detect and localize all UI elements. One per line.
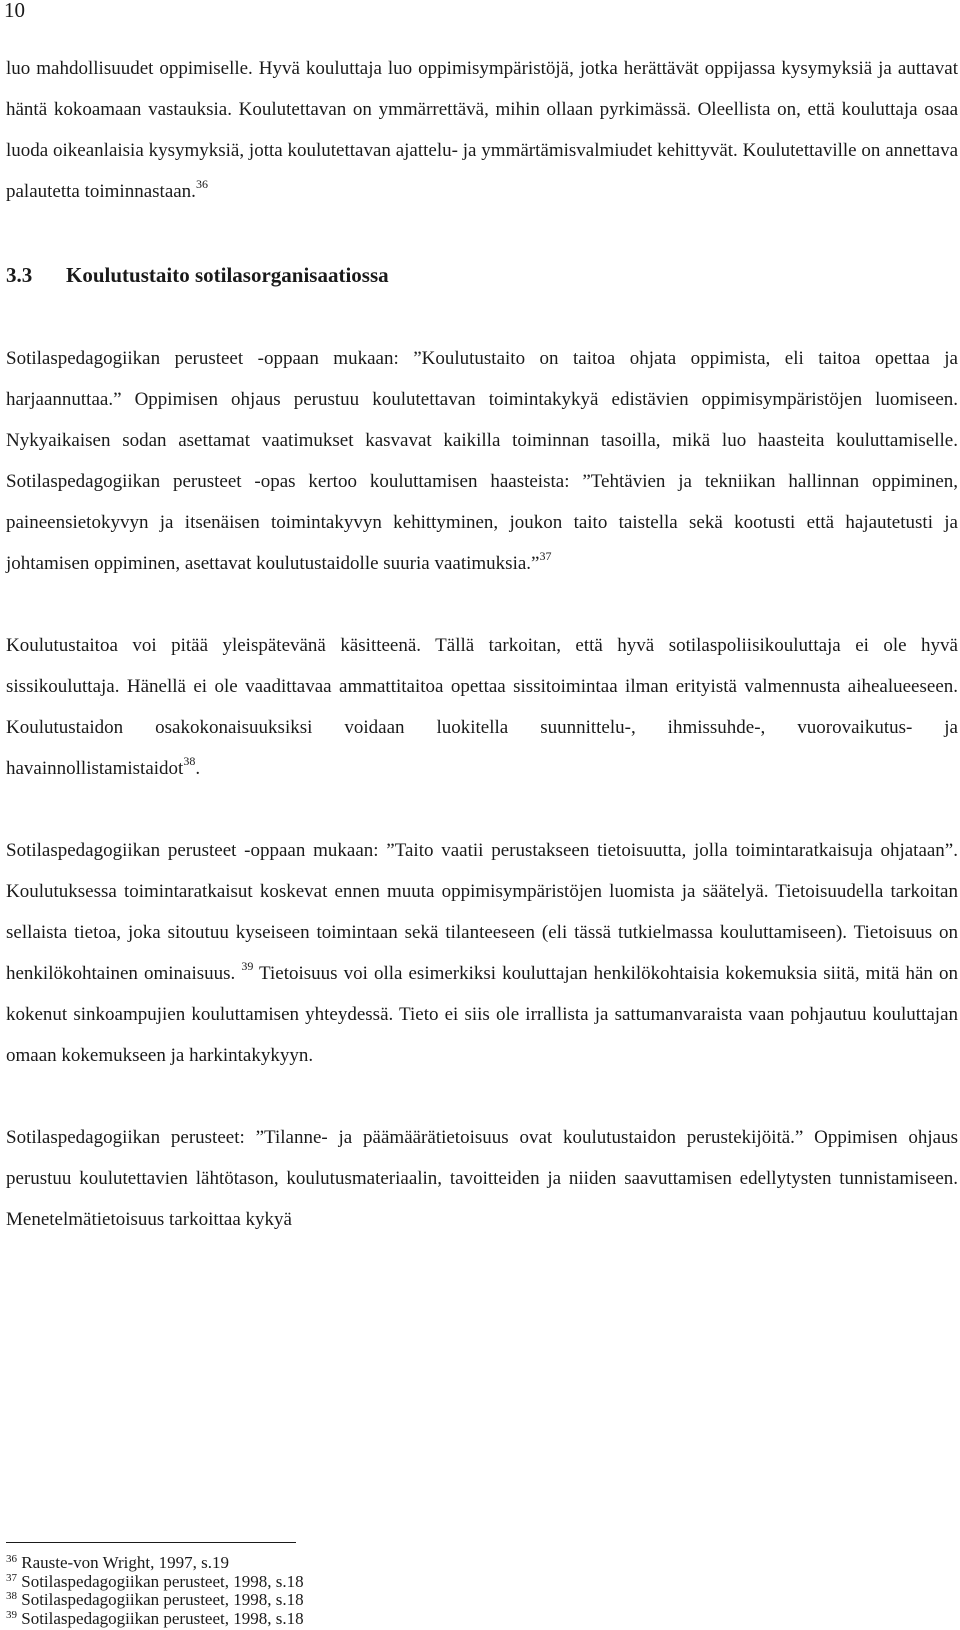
footnote-number: 38 [6, 1590, 17, 1602]
document-body [6, 48, 958, 1240]
footnote-ref[interactable]: 39 [241, 959, 254, 973]
footnote-text: Sotilaspedagogiikan perusteet, 1998, s.18 [21, 1590, 304, 1609]
footnote [6, 1610, 946, 1629]
footnote [6, 1573, 946, 1592]
footnotes [6, 1554, 946, 1628]
footnote-text: Sotilaspedagogiikan perusteet, 1998, s.18 [21, 1571, 304, 1591]
section-number: 3.3 [6, 263, 33, 287]
footnote-ref[interactable]: 36 [195, 177, 208, 191]
footnote [6, 1554, 946, 1573]
paragraph [6, 338, 958, 584]
paragraph-text: Sotilaspedagogiikan perusteet -oppaan mukaan: ”Koulutustaito on taitoa ohjata oppimista, eli taitoa opettaa ja harjaannuttaa.” Oppimisen ohjaus perustuu koulutettavan toimintakykyä edistävien oppimisympäristöjen luomiseen. Nykyaikaisen sodan asettamat vaatimukset kasvavat kaikilla toiminnan tasoilla, mikä luo haasteita kouluttamiselle. Sotilaspedagogiikan perusteet -opas kertoo kouluttamisen haasteista: ”Tehtävien ja tekniikan hallinnan oppiminen, paineensietokyvyn ja itsenäisen toimintakyvyn kehittyminen, joukon taito taistella sekä kootusti että hajautetusti ja johtamisen oppiminen, asettavat koulutustaidolle suuria vaatimuksia.” [6, 348, 958, 574]
footnote-text: Rauste-von Wright, 1997, s.19 [21, 1553, 229, 1572]
paragraph [6, 1117, 958, 1240]
paragraph-tail: . [195, 758, 201, 779]
footnote-ref[interactable]: 38 [183, 754, 196, 768]
footnote [6, 1591, 946, 1610]
paragraph-text: luo mahdollisuudet oppimiselle. Hyvä kouluttaja luo oppimisympäristöjä, jotka herättävät oppijassa kysymyksiä ja auttavat häntä kokoamaan vastauksia. Koulutettavan on ymmärrettävä, mihin ollaan pyrkimässä. Oleellista on, että kouluttaja osaa luoda oikeanlaisia kysymyksiä, jotta koulutettavan ajattelu- ja ymmärtämisvalmiudet kehittyvät. Koulutettaville on annettava palautetta toiminnastaan. [6, 58, 958, 202]
paragraph-continuation [6, 48, 958, 212]
paragraph-text: Tietoisuus voi olla esimerkiksi kouluttajan henkilökohtaisia kokemuksia siitä, mitä hän on kokenut sinkoampujien kouluttamisen yhteydessä. Tieto ei siis ole irrallista ja sattumanvaraista vaan pohjautuu kouluttajan omaan kokemukseen ja harkintakykyyn. [6, 963, 958, 1066]
section-heading [6, 255, 958, 296]
paragraph-text: Sotilaspedagogiikan perusteet: ”Tilanne- ja päämäärätietoisuus ovat koulutustaidon perustekijöitä.” Oppimisen ohjaus perustuu koulutettavien lähtötason, koulutusmateriaalin, tavoitteiden ja niiden saavuttamisen edellytysten tunnistamiseen. Menetelmätietoisuus tarkoittaa kykyä [6, 1127, 958, 1230]
footnote-number: 37 [6, 1571, 17, 1584]
page-number: 10 [4, 0, 25, 22]
footnote-ref[interactable]: 37 [539, 549, 552, 563]
footnote-number: 36 [6, 1553, 17, 1565]
paragraph [6, 830, 958, 1076]
paragraph-text: Koulutustaitoa voi pitää yleispätevänä käsitteenä. Tällä tarkoitan, että hyvä sotilaspoliisikouluttaja ei ole hyvä sissikouluttaja. Hänellä ei ole vaadittavaa ammattitaitoa opettaa sissitoimintaa ilman erityistä valmennusta aihealueeseen. Koulutustaidon osakokonaisuuksiksi voidaan luokitella suunnittelu-, ihmissuhde-, vuorovaikutus- ja havainnollistamistaidot [6, 635, 958, 779]
section-title: Koulutustaito sotilasorganisaatiossa [66, 263, 389, 287]
footnote-divider [6, 1542, 296, 1543]
footnote-number: 39 [6, 1608, 17, 1621]
paragraph-text: Sotilaspedagogiikan perusteet -oppaan mukaan: ”Taito vaatii perustakseen tietoisuutta, jolla toimintaratkaisuja ohjataan”. Koulutuksessa toimintaratkaisut koskevat ennen muuta oppimisympäristöjen luomista ja säätelyä. Tietoisuudella tarkoitan sellaista tietoa, joka sitoutuu kyseiseen toimintaan sekä tilanteeseen (eli tässä tutkielmassa kouluttamiseen). Tietoisuus on henkilökohtainen ominaisuus. [6, 840, 958, 984]
paragraph [6, 625, 958, 789]
footnote-text: Sotilaspedagogiikan perusteet, 1998, s.18 [21, 1608, 304, 1628]
